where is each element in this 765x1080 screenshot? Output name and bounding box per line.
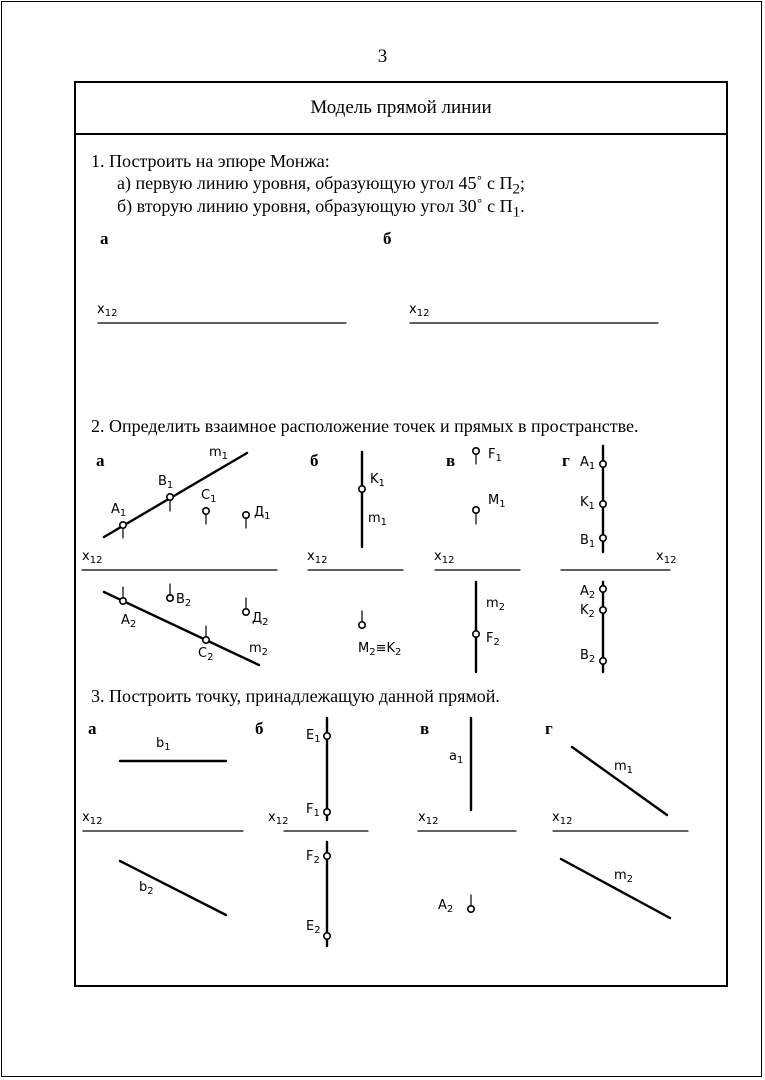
task2-diagram-g xyxy=(561,446,676,672)
task3-diagram-g xyxy=(552,747,688,918)
task3-label-b: б xyxy=(255,719,264,738)
label-f1: $F_1$ xyxy=(306,802,320,819)
point-f2 xyxy=(324,853,330,859)
task2-diagram-b xyxy=(307,452,403,658)
task1-item-b-text: б) вторую линию уровня, образующую угол 30˚ с П xyxy=(117,196,513,216)
label-a2: $A_2$ xyxy=(121,613,137,630)
label-b1: $b_1$ xyxy=(156,736,171,753)
task2-diagram-v xyxy=(434,447,520,672)
point-c2 xyxy=(203,637,209,643)
label-m1: $m_1$ xyxy=(368,511,388,528)
label-a1-line: $a_1$ xyxy=(449,749,464,766)
label-f2: $F_2$ xyxy=(306,849,320,866)
axis-label: $x_{12}$ xyxy=(307,549,328,566)
point-d1 xyxy=(243,512,249,518)
point-m2 xyxy=(359,622,365,628)
point-a2 xyxy=(468,906,474,912)
label-f1: $F_1$ xyxy=(488,447,502,464)
point-f2 xyxy=(473,631,479,637)
axis-label: $x_{12}$ xyxy=(82,810,103,827)
label-b1: $B_1$ xyxy=(580,533,596,550)
label-b2: $b_2$ xyxy=(139,880,154,897)
point-f1 xyxy=(324,809,330,815)
point-d2 xyxy=(243,609,249,615)
task1-item-b-sub: 1 xyxy=(512,204,521,221)
task1-item-a-text: а) первую линию уровня, образующую угол 45˚ с П xyxy=(117,173,513,193)
page-number: 3 xyxy=(377,46,388,67)
label-m2: $m_2$ xyxy=(614,868,634,885)
task1-item-a-end: ; xyxy=(519,173,525,193)
task1-label-b: б xyxy=(383,229,392,248)
label-a1: $A_1$ xyxy=(580,455,596,472)
task1-item-a-sub: 2 xyxy=(512,181,520,198)
label-b2: $B_2$ xyxy=(580,648,596,665)
axis-label: $x_{12}$ xyxy=(268,810,289,827)
point-b1 xyxy=(167,494,173,500)
axis-label: $x_{12}$ xyxy=(656,549,677,566)
point-f1 xyxy=(473,448,479,454)
label-e1: $E_1$ xyxy=(306,728,321,745)
task1-item-b-end: . xyxy=(520,196,525,216)
point-a1 xyxy=(120,522,126,528)
axis-label: $x_{12}$ xyxy=(97,302,118,319)
task3-diagram-b xyxy=(268,718,368,946)
task2-diagram-a xyxy=(82,445,277,665)
point-a2 xyxy=(120,598,126,604)
label-d2: $Д_2$ xyxy=(252,611,269,628)
task3-diagram-a xyxy=(82,736,243,915)
point-b2 xyxy=(600,658,606,664)
task2-label-g: г xyxy=(562,451,570,470)
task1-diagram-b xyxy=(409,302,658,323)
label-k1: $K_1$ xyxy=(580,495,595,512)
axis-label: $x_{12}$ xyxy=(418,810,439,827)
label-f2: $F_2$ xyxy=(486,631,500,648)
task3-label-g: г xyxy=(545,719,553,738)
label-m2: $m_2$ xyxy=(249,641,269,658)
label-m2: $m_2$ xyxy=(486,596,506,613)
task2-label-a: а xyxy=(96,451,105,470)
label-m2-k2: $M_2\equiv K_2$ xyxy=(358,641,402,658)
point-k1 xyxy=(600,501,606,507)
task2-label-b: б xyxy=(310,451,319,470)
point-a2 xyxy=(600,586,606,592)
task1-diagram-a xyxy=(97,302,346,323)
label-b1: $B_1$ xyxy=(158,474,174,491)
label-a1: $A_1$ xyxy=(111,502,127,519)
label-k2: $K_2$ xyxy=(580,603,595,620)
line-m1 xyxy=(572,747,667,815)
point-b1 xyxy=(600,535,606,541)
label-e2: $E_2$ xyxy=(306,919,321,936)
point-c1 xyxy=(203,508,209,514)
point-e2 xyxy=(324,933,330,939)
task2-heading: 2. Определить взаимное расположение точек и прямых в пространстве. xyxy=(91,416,639,436)
point-k1 xyxy=(359,486,365,492)
point-e1 xyxy=(324,733,330,739)
label-d1: $Д_1$ xyxy=(254,505,271,522)
label-a2: $A_2$ xyxy=(438,898,454,915)
line-b2 xyxy=(120,861,226,915)
label-c1: $C_1$ xyxy=(201,488,217,505)
axis-label: $x_{12}$ xyxy=(552,810,573,827)
axis-label: $x_{12}$ xyxy=(82,549,103,566)
label-m1: $m_1$ xyxy=(614,759,634,776)
label-c2: $C_2$ xyxy=(198,646,214,663)
axis-label: $x_{12}$ xyxy=(434,549,455,566)
axis-label: $x_{12}$ xyxy=(409,302,430,319)
task1-heading: 1. Построить на эпюре Монжа: xyxy=(91,151,330,171)
point-k2 xyxy=(600,607,606,613)
label-k1: $K_1$ xyxy=(370,472,385,489)
point-m1 xyxy=(473,507,479,513)
task3-heading: 3. Построить точку, принадлежащую данной прямой. xyxy=(91,686,500,706)
task1-label-a: а xyxy=(100,229,109,248)
label-a2: $A_2$ xyxy=(580,584,596,601)
point-a1 xyxy=(600,461,606,467)
task2-label-v: в xyxy=(446,451,456,470)
label-b2: $B_2$ xyxy=(176,592,192,609)
task3-diagram-v xyxy=(418,718,516,915)
label-m1: $M_1$ xyxy=(488,493,506,510)
point-b2 xyxy=(167,595,173,601)
task3-label-a: а xyxy=(88,719,97,738)
label-m1: $m_1$ xyxy=(209,445,229,462)
task3-label-v: в xyxy=(420,719,430,738)
title-text: Модель прямой линии xyxy=(310,97,492,118)
